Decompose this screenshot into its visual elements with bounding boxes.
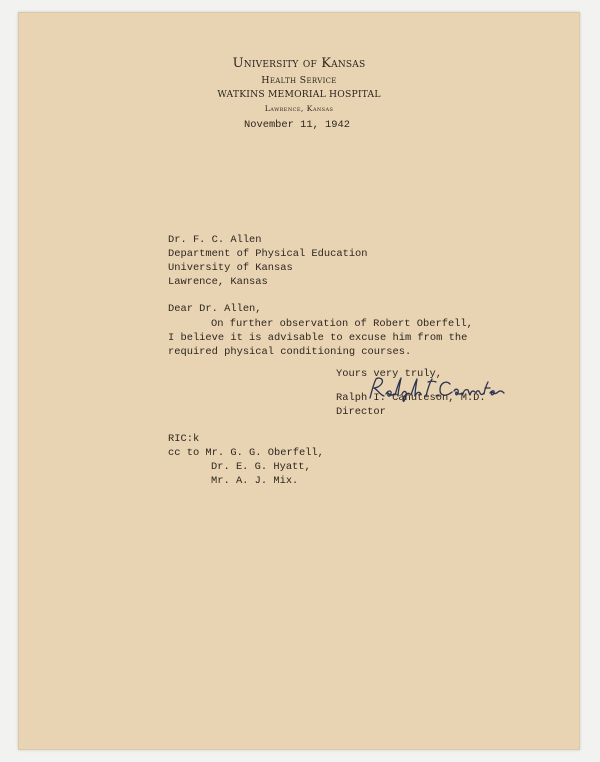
recipient-department: Department of Physical Education [168, 248, 368, 260]
closing: Yours very truly, [336, 368, 443, 380]
typist-initials: RIC:k [168, 433, 200, 445]
recipient-city: Lawrence, Kansas [168, 276, 268, 288]
letterhead-institution: University of Kansas [232, 56, 366, 71]
cc-line-2: Dr. E. G. Hyatt, [211, 461, 311, 473]
signer-name: Ralph I. Canuteson, M.D. [336, 392, 486, 404]
cc-line-3: Mr. A. J. Mix. [211, 475, 299, 487]
body-line-3: required physical conditioning courses. [168, 346, 412, 358]
letter-date: November 11, 1942 [244, 119, 351, 131]
letterhead-hospital: WATKINS MEMORIAL HOSPITAL [217, 89, 381, 100]
body-line-2: I believe it is advisable to excuse him from the [168, 332, 468, 344]
recipient-university: University of Kansas [168, 262, 293, 274]
cc-line-1: cc to Mr. G. G. Oberfell, [168, 447, 324, 459]
signer-title: Director [336, 406, 386, 418]
letter-sheet [18, 12, 580, 750]
recipient-name: Dr. F. C. Allen [168, 234, 262, 246]
letterhead-city: Lawrence, Kansas [264, 104, 334, 113]
letterhead-service: Health Service [261, 75, 337, 86]
body-line-1: On further observation of Robert Oberfell, [211, 318, 473, 330]
salutation: Dear Dr. Allen, [168, 303, 262, 315]
